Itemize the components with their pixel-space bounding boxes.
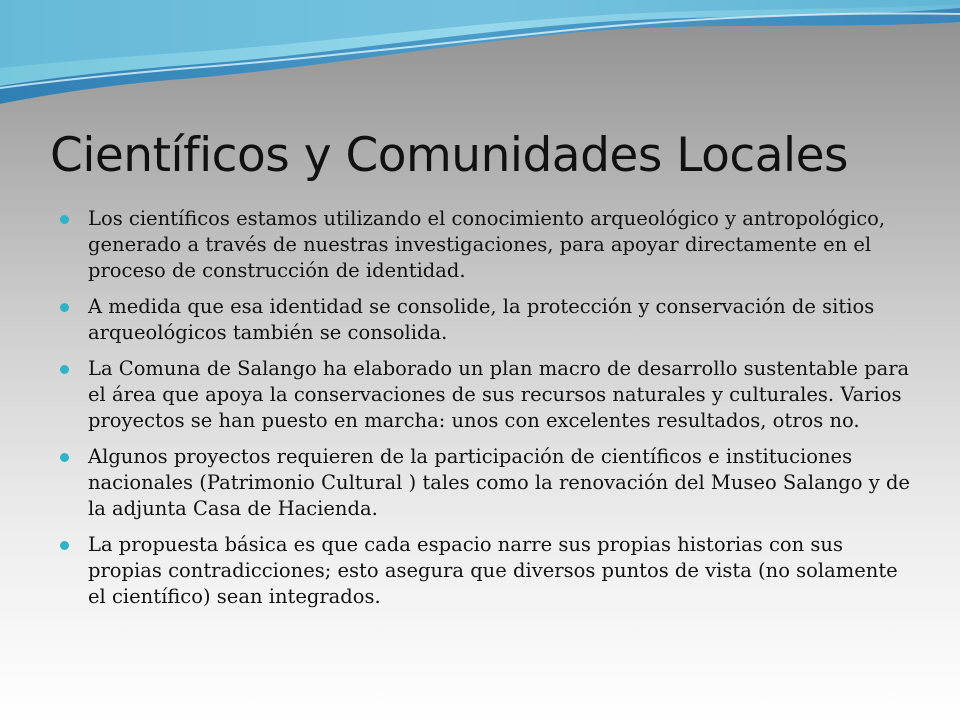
- bullet-item-3: [60, 356, 920, 434]
- bullet-text: Los científicos estamos utilizando el conocimiento arqueológico y antropológico, generado a través de nuestras investigaciones, para apoyar directamente en el proceso de construcción de identidad.: [88, 207, 886, 282]
- bullet-item-5: [60, 532, 920, 610]
- bullet-item-4: [60, 444, 920, 522]
- bullet-item-2: [60, 294, 920, 346]
- slide-title: Científicos y Comunidades Locales: [50, 128, 848, 183]
- bullet-text: A medida que esa identidad se consolide, la protección y conservación de sitios arqueológicos también se consolida.: [88, 295, 875, 344]
- bullet-text: La propuesta básica es que cada espacio narre sus propias historias con sus propias contradicciones; esto asegura que diversos puntos de vista (no solamente el científico) sean integrados.: [88, 533, 898, 608]
- bullet-item-1: [60, 206, 920, 284]
- bullet-text: La Comuna de Salango ha elaborado un plan macro de desarrollo sustentable para el área que apoya la conservaciones de sus recursos naturales y culturales. Varios proyectos se han puesto en marcha: unos con excelentes resultados, otros no.: [88, 357, 910, 432]
- bullet-dot-icon: [60, 453, 69, 462]
- bullet-text: Algunos proyectos requieren de la participación de científicos e instituciones nacionales (Patrimonio Cultural ) tales como la renovación del Museo Salango y de la adjunta Casa de Hacienda.: [88, 445, 910, 520]
- bullet-dot-icon: [60, 365, 69, 374]
- bullet-dot-icon: [60, 215, 69, 224]
- bullet-dot-icon: [60, 303, 69, 312]
- bullet-list: [60, 206, 920, 620]
- bullet-dot-icon: [60, 541, 69, 550]
- header-wave-decoration: [0, 0, 960, 120]
